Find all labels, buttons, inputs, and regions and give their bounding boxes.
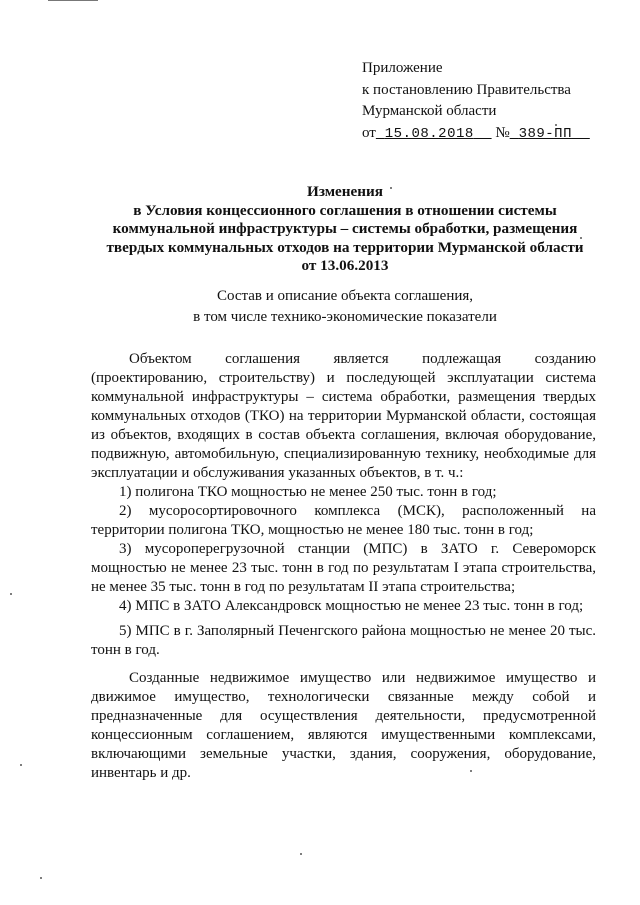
body-text — [91, 350, 596, 783]
section-subtitle — [90, 286, 600, 328]
list-item: 5) МПС в г. Заполярный Печенгского района мощностью не менее 20 тыс. тонн в год. — [91, 623, 596, 658]
scan-speck — [390, 187, 392, 189]
scan-speck — [580, 237, 582, 239]
appendix-line-2: к постановлению Правительства — [362, 81, 571, 98]
intro-paragraph: Объектом соглашения является подлежащая созданию (проектированию, строительству) и последующей эксплуатации система коммунальной инфраструктуры – система обработки, размещения твердых коммунальных отходов (ТКО) на территории Мурманской области, состоящая из объектов, входящих в состав объекта соглашения, включая оборудование, подвижную, автомобильную, специализированную технику, необходимые для эксплуатации и обслуживания указанных объектов, в т. ч.: — [91, 351, 596, 481]
scan-speck — [10, 593, 12, 595]
subtitle-line-1: Состав и описание объекта соглашения, — [216, 288, 474, 304]
list-item: 2) мусоросортировочного комплекса (МСК), расположенный на территории полигона ТКО, мощностью не менее 180 тыс. тонн в год; — [91, 503, 596, 538]
closing-paragraph: Созданные недвижимое имущество или недвижимое имущество и движимое имущество, технологически связанные между собой и предназначенные для осуществления деятельности, предусмотренной концессионным соглашением, являются имущественными комплексами, включающими земельные участки, здания, сооружения, оборудование, инвентарь и др. — [91, 670, 596, 781]
subtitle-line-2: в том числе технико-экономические показатели — [193, 309, 497, 325]
number-prefix: № — [495, 124, 510, 141]
scan-speck — [20, 764, 22, 766]
scan-speck — [300, 853, 302, 855]
title-line-1: Изменения — [307, 183, 383, 200]
appendix-line-3: Мурманской области — [362, 103, 497, 119]
title-line-2: в Условия концессионного соглашения в отношении системы — [133, 201, 557, 219]
appendix-date-line — [362, 123, 612, 146]
scan-edge-mark — [48, 0, 98, 1]
list-item: 4) МПС в ЗАТО Александровск мощностью не менее 23 тыс. тонн в год; — [119, 598, 584, 614]
scan-speck — [40, 877, 42, 879]
title-line-3: коммунальной инфраструктуры – системы обработки, размещения — [112, 220, 578, 237]
scan-speck — [470, 770, 472, 772]
appendix-line-1: Приложение — [362, 60, 443, 76]
document-title — [90, 183, 600, 276]
appendix-header — [362, 58, 612, 145]
number-value: 389-ПП — [518, 125, 572, 142]
scan-speck — [555, 124, 557, 126]
title-line-4: твердых коммунальных отходов на территории Мурманской области — [106, 238, 584, 256]
list-item: 3) мусороперегрузочной станции (МПС) в ЗАТО г. Североморск мощностью не менее 23 тыс. тонн в год по результатам I этапа строительства, не менее 35 тыс. тонн в год по результатам II этапа строительства; — [91, 541, 596, 595]
title-line-5: от 13.06.2013 — [301, 257, 389, 274]
date-prefix: от — [362, 124, 376, 141]
date-value: 15.08.2018 — [384, 125, 474, 142]
list-item: 1) полигона ТКО мощностью не менее 250 тыс. тонн в год; — [119, 484, 497, 500]
